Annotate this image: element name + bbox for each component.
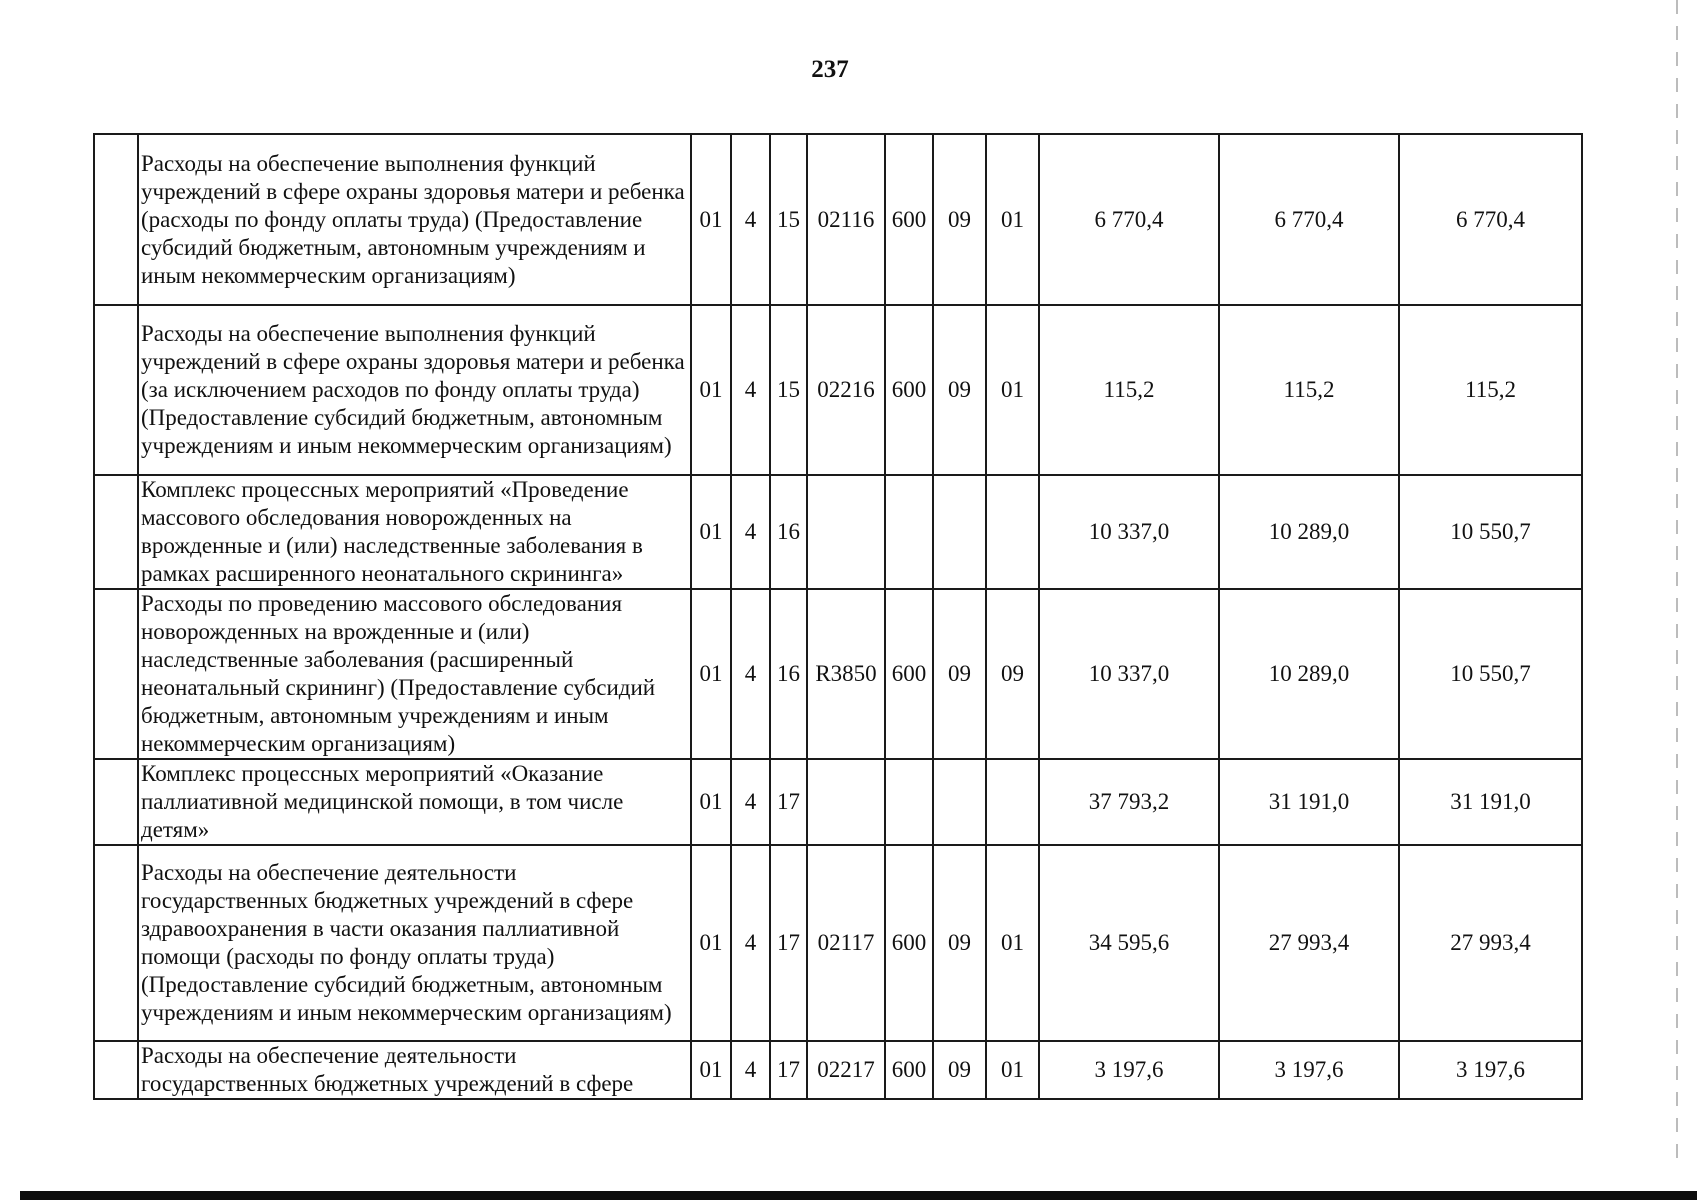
subsection-code-cell	[986, 759, 1039, 845]
table-row	[94, 134, 1582, 305]
amount-year-1: 3 197,6	[1039, 1041, 1219, 1099]
expense-type-cell	[885, 475, 933, 589]
subsection-code-cell: 01	[986, 134, 1039, 305]
amount-year-1: 10 337,0	[1039, 589, 1219, 759]
subprogram-code-cell: 17	[770, 1041, 807, 1099]
subprogram-code-cell: 17	[770, 759, 807, 845]
section-code-cell: 09	[933, 589, 986, 759]
type-code-cell: 4	[731, 1041, 770, 1099]
amount-year-1: 10 337,0	[1039, 475, 1219, 589]
expense-type-cell: 600	[885, 134, 933, 305]
amount-year-2: 3 197,6	[1219, 1041, 1399, 1099]
amount-year-1: 6 770,4	[1039, 134, 1219, 305]
type-code-cell: 4	[731, 589, 770, 759]
direction-code-cell: 02216	[807, 305, 885, 475]
amount-year-3: 10 550,7	[1399, 589, 1582, 759]
amount-year-2: 31 191,0	[1219, 759, 1399, 845]
expense-type-cell: 600	[885, 845, 933, 1041]
direction-code-cell	[807, 475, 885, 589]
amount-year-3: 3 197,6	[1399, 1041, 1582, 1099]
section-code-cell: 09	[933, 1041, 986, 1099]
type-code-cell: 4	[731, 845, 770, 1041]
subprogram-code-cell: 16	[770, 475, 807, 589]
amount-year-2: 115,2	[1219, 305, 1399, 475]
direction-code-cell: 02116	[807, 134, 885, 305]
description-cell: Расходы на обеспечение деятельности государственных бюджетных учреждений в сфере здравоохранения в части оказания паллиативной помощи (расходы по фонду оплаты труда) (Предоставление субсидий бюджетным, автономным учреждениям и иным некоммерческим организациям)	[138, 845, 691, 1041]
program-code-cell: 01	[691, 305, 731, 475]
row-number-cell	[94, 759, 138, 845]
amount-year-3: 6 770,4	[1399, 134, 1582, 305]
description-cell: Расходы на обеспечение деятельности государственных бюджетных учреждений в сфере	[138, 1041, 691, 1099]
description-cell: Расходы по проведению массового обследования новорожденных на врожденные и (или) наследственные заболевания (расширенный неонатальный скрининг) (Предоставление субсидий бюджетным, автономным учреждениям и иным некоммерческим организациям)	[138, 589, 691, 759]
row-number-cell	[94, 475, 138, 589]
table-row	[94, 845, 1582, 1041]
subsection-code-cell: 01	[986, 1041, 1039, 1099]
program-code-cell: 01	[691, 475, 731, 589]
section-code-cell: 09	[933, 305, 986, 475]
expense-type-cell: 600	[885, 1041, 933, 1099]
row-number-cell	[94, 1041, 138, 1099]
type-code-cell: 4	[731, 134, 770, 305]
table-row	[94, 1041, 1582, 1099]
row-number-cell	[94, 589, 138, 759]
section-code-cell: 09	[933, 134, 986, 305]
amount-year-2: 6 770,4	[1219, 134, 1399, 305]
amount-year-2: 10 289,0	[1219, 475, 1399, 589]
amount-year-1: 115,2	[1039, 305, 1219, 475]
amount-year-2: 10 289,0	[1219, 589, 1399, 759]
description-cell: Расходы на обеспечение выполнения функций учреждений в сфере охраны здоровья матери и ребенка (расходы по фонду оплаты труда) (Предоставление субсидий бюджетным, автономным учреждениям и иным некоммерческим организациям)	[138, 134, 691, 305]
amount-year-3: 27 993,4	[1399, 845, 1582, 1041]
section-code-cell: 09	[933, 845, 986, 1041]
table-row	[94, 589, 1582, 759]
subprogram-code-cell: 17	[770, 845, 807, 1041]
subprogram-code-cell: 15	[770, 305, 807, 475]
subsection-code-cell: 01	[986, 845, 1039, 1041]
type-code-cell: 4	[731, 475, 770, 589]
expense-type-cell: 600	[885, 589, 933, 759]
description-cell: Комплекс процессных мероприятий «Оказание паллиативной медицинской помощи, в том числе детям»	[138, 759, 691, 845]
type-code-cell: 4	[731, 305, 770, 475]
program-code-cell: 01	[691, 845, 731, 1041]
direction-code-cell: 02117	[807, 845, 885, 1041]
direction-code-cell: R3850	[807, 589, 885, 759]
direction-code-cell	[807, 759, 885, 845]
amount-year-1: 37 793,2	[1039, 759, 1219, 845]
program-code-cell: 01	[691, 589, 731, 759]
scan-bottom-border	[20, 1191, 1697, 1200]
table-row	[94, 305, 1582, 475]
description-cell: Комплекс процессных мероприятий «Проведение массового обследования новорожденных на врожденные и (или) наследственные заболевания в рамках расширенного неонатального скрининга»	[138, 475, 691, 589]
page-number: 237	[811, 56, 849, 83]
amount-year-3: 31 191,0	[1399, 759, 1582, 845]
section-code-cell	[933, 475, 986, 589]
row-number-cell	[94, 305, 138, 475]
direction-code-cell: 02217	[807, 1041, 885, 1099]
subprogram-code-cell: 16	[770, 589, 807, 759]
amount-year-3: 115,2	[1399, 305, 1582, 475]
row-number-cell	[94, 845, 138, 1041]
row-number-cell	[94, 134, 138, 305]
description-cell: Расходы на обеспечение выполнения функций учреждений в сфере охраны здоровья матери и ребенка (за исключением расходов по фонду оплаты труда) (Предоставление субсидий бюджетным, автономным учреждениям и иным некоммерческим организациям)	[138, 305, 691, 475]
amount-year-3: 10 550,7	[1399, 475, 1582, 589]
subsection-code-cell	[986, 475, 1039, 589]
program-code-cell: 01	[691, 759, 731, 845]
type-code-cell: 4	[731, 759, 770, 845]
table-row	[94, 759, 1582, 845]
program-code-cell: 01	[691, 1041, 731, 1099]
scan-edge-line	[1676, 0, 1678, 1160]
budget-table	[93, 133, 1583, 1100]
expense-type-cell: 600	[885, 305, 933, 475]
amount-year-1: 34 595,6	[1039, 845, 1219, 1041]
subprogram-code-cell: 15	[770, 134, 807, 305]
subsection-code-cell: 09	[986, 589, 1039, 759]
table-row	[94, 475, 1582, 589]
subsection-code-cell: 01	[986, 305, 1039, 475]
section-code-cell	[933, 759, 986, 845]
expense-type-cell	[885, 759, 933, 845]
amount-year-2: 27 993,4	[1219, 845, 1399, 1041]
program-code-cell: 01	[691, 134, 731, 305]
